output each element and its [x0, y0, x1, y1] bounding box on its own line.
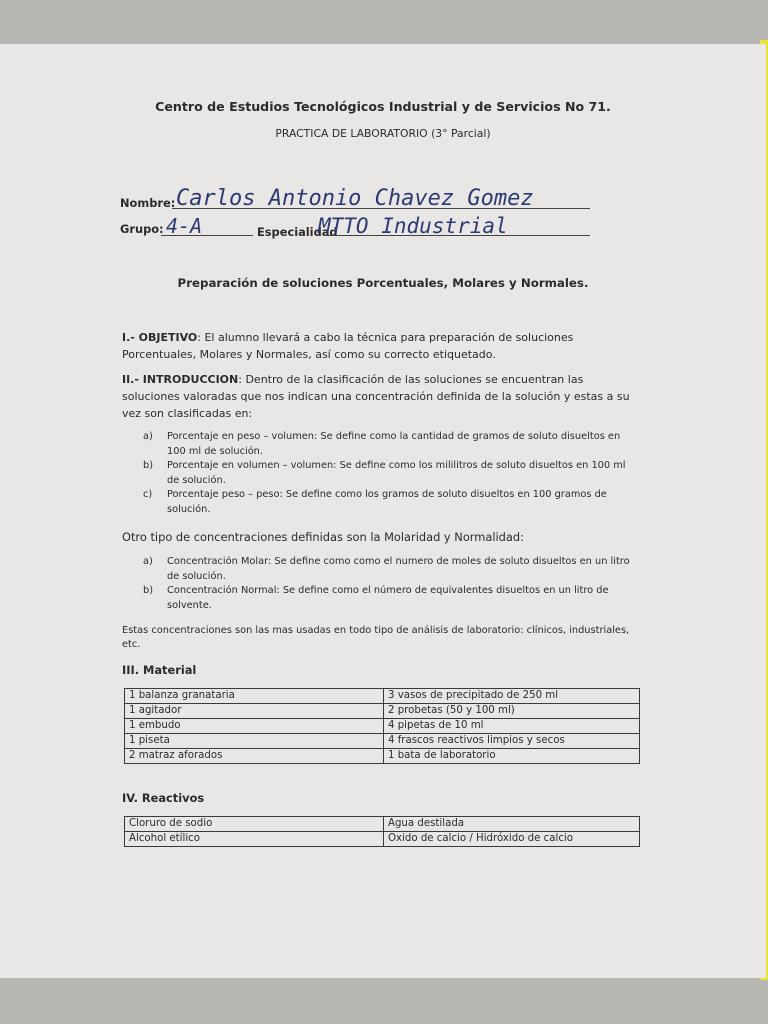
objective-text: : El alumno llevará a cabo la técnica para preparación de soluciones Porcentuales, Molares y Normales, así como su correcto etiquetado.	[122, 331, 574, 361]
list-item	[143, 555, 633, 584]
list-item	[143, 459, 633, 488]
table-cell: 1 bata de laboratorio	[384, 749, 640, 764]
table-cell: Oxido de calcio / Hidróxido de calcio	[384, 832, 640, 847]
list-marker: a)	[143, 431, 153, 442]
material-heading: III. Material	[122, 663, 197, 677]
list-item	[143, 488, 633, 517]
other-concentrations-text: Otro tipo de concentraciones definidas son la Molaridad y Normalidad:	[122, 530, 524, 544]
list-item	[143, 584, 633, 613]
table-cell: 2 matraz aforados	[125, 749, 384, 764]
list-item-text: Concentración Molar: Se define como como el numero de moles de soluto disueltos en un litro de solución.	[167, 556, 630, 582]
table-cell: 1 piseta	[125, 734, 384, 749]
list-marker: c)	[143, 489, 153, 500]
specialty-handwritten: MTTO Industrial	[318, 214, 508, 238]
reagents-heading: IV. Reactivos	[122, 791, 205, 805]
list-marker: a)	[143, 556, 153, 567]
table-cell: 1 balanza granataria	[125, 689, 384, 704]
material-table	[124, 688, 640, 764]
list-marker: b)	[143, 460, 154, 471]
list-item-text: Porcentaje en peso – volumen: Se define como la cantidad de gramos de soluto disueltos en 100 ml de solución.	[167, 431, 621, 457]
list-item-text: Porcentaje peso – peso: Se define como los gramos de soluto disueltos en 100 gramos de solución.	[167, 489, 607, 515]
table-cell: Alcohol etílico	[125, 832, 384, 847]
introduction-heading: II.- INTRODUCCION	[122, 373, 239, 386]
percentage-list	[143, 430, 633, 517]
introduction-paragraph	[122, 371, 638, 422]
objective-paragraph	[122, 329, 638, 363]
practice-topic: Preparación de soluciones Porcentuales, Molares y Normales.	[177, 276, 589, 290]
name-handwritten: Carlos Antonio Chavez Gomez	[176, 186, 534, 211]
name-label: Nombre:	[120, 196, 176, 210]
school-title: Centro de Estudios Tecnológicos Industrial y de Servicios No 71.	[155, 99, 611, 114]
table-row	[125, 719, 640, 734]
list-item	[143, 430, 633, 459]
table-cell: Agua destilada	[384, 817, 640, 832]
table-row	[125, 832, 640, 847]
table-cell: Cloruro de sodio	[125, 817, 384, 832]
table-cell: 4 pipetas de 10 ml	[384, 719, 640, 734]
table-row	[125, 704, 640, 719]
list-item-text: Concentración Normal: Se define como el número de equivalentes disueltos en un litro de solvente.	[167, 585, 609, 611]
reagents-table	[124, 816, 640, 847]
table-row	[125, 749, 640, 764]
table-cell: 1 embudo	[125, 719, 384, 734]
list-item-text: Porcentaje en volumen – volumen: Se define como los mililitros de soluto disueltos en 100 ml de solución.	[167, 460, 626, 486]
table-cell: 3 vasos de precipitado de 250 ml	[384, 689, 640, 704]
molar-list	[143, 555, 633, 613]
practice-title: PRACTICA DE LABORATORIO (3° Parcial)	[275, 127, 491, 140]
objective-heading: I.- OBJETIVO	[122, 331, 198, 344]
group-handwritten: 4-A	[166, 214, 203, 238]
table-cell: 1 agitador	[125, 704, 384, 719]
table-row	[125, 734, 640, 749]
table-cell: 2 probetas (50 y 100 ml)	[384, 704, 640, 719]
specialty-label: Especialidad	[257, 225, 338, 239]
group-label: Grupo:	[120, 222, 164, 236]
table-row	[125, 817, 640, 832]
list-marker: b)	[143, 585, 154, 596]
table-row	[125, 689, 640, 704]
table-cell: 4 frascos reactivos limpios y secos	[384, 734, 640, 749]
closing-text: Estas concentraciones son las mas usadas en todo tipo de análisis de laboratorio: clínicos, industriales, etc.	[122, 625, 630, 650]
introduction-text: : Dentro de la clasificación de las soluciones se encuentran las soluciones valoradas que nos indican una concentración definida de la solución y estas a su vez son clasificadas en:	[122, 373, 630, 420]
